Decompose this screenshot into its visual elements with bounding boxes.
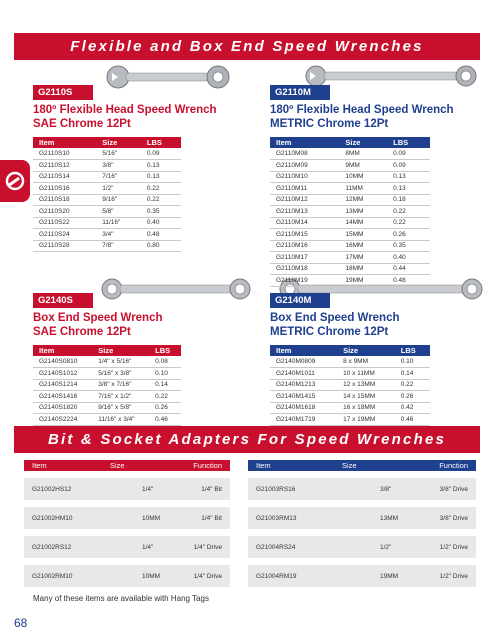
table-row [270, 356, 430, 368]
cell-size: 11/16" x 3/4" [92, 414, 149, 426]
cell-item: G21003RS16 [256, 485, 296, 493]
table-row [33, 240, 181, 252]
table-row [33, 356, 181, 368]
cell-lbs: 0.42 [395, 402, 430, 414]
spec-table [270, 137, 430, 287]
col-lbs: LBS [141, 137, 181, 148]
product-subtitle: SAE Chrome 12Pt [33, 326, 131, 338]
cell-item: G2110S24 [33, 229, 96, 241]
wrench-tab [0, 160, 30, 202]
spec-table [270, 345, 430, 426]
cell-size: 7/8" [96, 240, 141, 252]
table-row [33, 379, 181, 391]
cell-item: G2110S12 [33, 160, 96, 172]
cell-size: 9/16" [96, 194, 141, 206]
cell-lbs: 0.26 [395, 391, 430, 403]
cell-item: G21002HM10 [32, 514, 73, 522]
table-row [270, 229, 430, 241]
cell-item: G2110M13 [270, 206, 339, 218]
product-subtitle: METRIC Chrome 12Pt [270, 118, 389, 130]
section-banner-adapters: Bit & Socket Adapters For Speed Wrenches [14, 426, 480, 453]
cell-size: 10MM [339, 171, 387, 183]
cell-lbs: 0.35 [387, 240, 430, 252]
cell-size: 17MM [339, 252, 387, 264]
col-function: Function [193, 461, 222, 470]
cell-lbs: 0.48 [387, 275, 430, 287]
cell-item: G2110S14 [33, 171, 96, 183]
col-size: Size [342, 461, 357, 470]
cell-lbs: 0.13 [141, 160, 181, 172]
table-row [270, 275, 430, 287]
cell-item: G2110M10 [270, 171, 339, 183]
cell-item: G2110M18 [270, 263, 339, 275]
wrench-tab-icon [4, 170, 26, 192]
section-g2110s [33, 82, 217, 252]
product-title: 180º Flexible Head Speed Wrench [33, 104, 217, 116]
cell-lbs: 0.46 [149, 414, 181, 426]
cell-lbs: 0.10 [149, 368, 181, 380]
cell-lbs: 0.22 [141, 183, 181, 195]
cell-size: 13MM [339, 206, 387, 218]
col-item: Item [33, 137, 96, 148]
cell-item: G2110S20 [33, 206, 96, 218]
table-row [270, 183, 430, 195]
cell-size: 10 x 11MM [337, 368, 395, 380]
cell-lbs: 0.40 [141, 217, 181, 229]
cell-lbs: 0.80 [141, 240, 181, 252]
cell-item: G2110M11 [270, 183, 339, 195]
cell-item: G2140M0809 [270, 356, 337, 368]
cell-size: 1/4" [142, 543, 154, 551]
col-size: Size [110, 461, 125, 470]
table-row [270, 194, 430, 206]
table-row [270, 160, 430, 172]
adapter-row [248, 478, 476, 500]
cell-size: 3/8" [380, 485, 392, 493]
col-lbs: LBS [395, 345, 430, 356]
adapter-row [248, 507, 476, 529]
product-subtitle: SAE Chrome 12Pt [33, 118, 131, 130]
table-row [33, 160, 181, 172]
adapter-row [248, 536, 476, 558]
cell-function: 1/4" Drive [193, 572, 222, 580]
adapters-left-header [24, 460, 230, 471]
table-row [33, 414, 181, 426]
adapter-row [24, 536, 230, 558]
cell-item: G21004RM19 [256, 572, 297, 580]
hang-tag-note: Many of these items are available with Hang Tags [33, 594, 209, 603]
table-row [270, 171, 430, 183]
cell-lbs: 0.35 [141, 206, 181, 218]
cell-size: 7/16" x 1/2" [92, 391, 149, 403]
cell-function: 3/8" Drive [439, 514, 468, 522]
product-code-badge: G2110S [33, 85, 93, 100]
cell-lbs: 0.09 [387, 160, 430, 172]
cell-item: G2110M08 [270, 148, 339, 160]
cell-item: G2140M1719 [270, 414, 337, 426]
cell-item: G2110M17 [270, 252, 339, 264]
cell-lbs: 0.13 [387, 183, 430, 195]
col-item: Item [256, 461, 271, 470]
cell-size: 5/16" [96, 148, 141, 160]
section-banner-speed-wrenches: Flexible and Box End Speed Wrenches [14, 33, 480, 60]
adapters-right-header [248, 460, 476, 471]
cell-size: 14 x 15MM [337, 391, 395, 403]
cell-item: G2110S18 [33, 194, 96, 206]
cell-lbs: 0.09 [141, 148, 181, 160]
cell-item: G2110S22 [33, 217, 96, 229]
table-row [270, 217, 430, 229]
cell-size: 11MM [339, 183, 387, 195]
product-code-badge: G2140S [33, 293, 93, 308]
table-row [33, 194, 181, 206]
cell-item: G2110M16 [270, 240, 339, 252]
cell-size: 3/8" x 7/16" [92, 379, 149, 391]
adapter-row [24, 478, 230, 500]
cell-size: 1/2" [96, 183, 141, 195]
table-row [270, 414, 430, 426]
cell-item: G2140M1213 [270, 379, 337, 391]
cell-size: 9/16" x 5/8" [92, 402, 149, 414]
table-row [33, 171, 181, 183]
cell-lbs: 0.13 [141, 171, 181, 183]
table-row [33, 183, 181, 195]
cell-size: 3/4" [96, 229, 141, 241]
cell-size: 11/16" [96, 217, 141, 229]
table-row [270, 263, 430, 275]
table-row [33, 229, 181, 241]
table-row [33, 148, 181, 160]
cell-item: G21004RS24 [256, 543, 296, 551]
cell-lbs: 0.22 [141, 194, 181, 206]
cell-size: 9MM [339, 160, 387, 172]
spec-table [33, 345, 181, 426]
cell-item: G2110M14 [270, 217, 339, 229]
cell-size: 18MM [339, 263, 387, 275]
col-lbs: LBS [149, 345, 181, 356]
cell-size: 17 x 19MM [337, 414, 395, 426]
cell-lbs: 0.46 [395, 414, 430, 426]
table-row [270, 379, 430, 391]
cell-size: 16 x 18MM [337, 402, 395, 414]
cell-function: 3/8" Drive [439, 485, 468, 493]
cell-item: G2140S1416 [33, 391, 92, 403]
cell-size: 5/8" [96, 206, 141, 218]
cell-lbs: 0.48 [141, 229, 181, 241]
cell-size: 12MM [339, 194, 387, 206]
cell-size: 12 x 13MM [337, 379, 395, 391]
cell-item: G2140S1214 [33, 379, 92, 391]
cell-item: G2140S2224 [33, 414, 92, 426]
col-item: Item [32, 461, 47, 470]
cell-lbs: 0.18 [387, 194, 430, 206]
cell-size: 13MM [380, 514, 399, 522]
cell-lbs: 0.26 [387, 229, 430, 241]
table-row [270, 391, 430, 403]
cell-size: 19MM [339, 275, 387, 287]
section-g2140m [270, 290, 430, 426]
adapter-row [24, 507, 230, 529]
col-item: Item [33, 345, 92, 356]
cell-size: 15MM [339, 229, 387, 241]
col-size: Size [339, 137, 387, 148]
cell-size: 19MM [380, 572, 399, 580]
cell-lbs: 0.10 [395, 356, 430, 368]
cell-item: G2140S0810 [33, 356, 92, 368]
table-row [270, 368, 430, 380]
product-code-badge: G2110M [270, 85, 330, 100]
table-row [270, 240, 430, 252]
section-g2110m [270, 82, 454, 287]
cell-function: 1/4" Bit [201, 514, 222, 522]
col-size: Size [92, 345, 149, 356]
cell-item: G2110M15 [270, 229, 339, 241]
table-row [270, 148, 430, 160]
table-row [270, 402, 430, 414]
cell-lbs: 0.26 [149, 402, 181, 414]
cell-function: 1/2" Drive [439, 572, 468, 580]
cell-size: 1/4" [142, 485, 154, 493]
cell-item: G2140M1011 [270, 368, 337, 380]
cell-lbs: 0.40 [387, 252, 430, 264]
cell-item: G21002RM10 [32, 572, 73, 580]
cell-item: G2110M09 [270, 160, 339, 172]
cell-lbs: 0.44 [387, 263, 430, 275]
cell-function: 1/2" Drive [439, 543, 468, 551]
cell-lbs: 0.13 [387, 171, 430, 183]
page-number: 68 [14, 616, 28, 630]
product-subtitle: METRIC Chrome 12Pt [270, 326, 389, 338]
cell-function: 1/4" Drive [193, 543, 222, 551]
table-row [33, 391, 181, 403]
spec-table [33, 137, 181, 252]
cell-size: 1/2" [380, 543, 392, 551]
cell-item: G2140M1618 [270, 402, 337, 414]
col-function: Function [439, 461, 468, 470]
table-row [33, 206, 181, 218]
cell-item: G21003RM13 [256, 514, 297, 522]
col-item: Item [270, 137, 339, 148]
col-size: Size [96, 137, 141, 148]
cell-item: G21002HS12 [32, 485, 72, 493]
cell-size: 10MM [142, 514, 161, 522]
product-code-badge: G2140M [270, 293, 330, 308]
cell-item: G2110M19 [270, 275, 339, 287]
col-item: Item [270, 345, 337, 356]
cell-size: 16MM [339, 240, 387, 252]
cell-lbs: 0.22 [387, 206, 430, 218]
col-size: Size [337, 345, 395, 356]
cell-lbs: 0.14 [395, 368, 430, 380]
col-lbs: LBS [387, 137, 430, 148]
table-row [33, 368, 181, 380]
adapter-row [24, 565, 230, 587]
cell-item: G21002RS12 [32, 543, 72, 551]
cell-item: G2110M12 [270, 194, 339, 206]
cell-size: 8 x 9MM [337, 356, 395, 368]
cell-size: 10MM [142, 572, 161, 580]
table-row [33, 217, 181, 229]
cell-item: G2140S1820 [33, 402, 92, 414]
product-title: Box End Speed Wrench [270, 312, 400, 324]
cell-item: G2110S10 [33, 148, 96, 160]
cell-function: 1/4" Bit [201, 485, 222, 493]
product-title: Box End Speed Wrench [33, 312, 163, 324]
cell-size: 7/16" [96, 171, 141, 183]
table-row [33, 402, 181, 414]
cell-lbs: 0.22 [387, 217, 430, 229]
cell-size: 5/16" x 3/8" [92, 368, 149, 380]
cell-lbs: 0.22 [149, 391, 181, 403]
cell-lbs: 0.22 [395, 379, 430, 391]
cell-lbs: 0.14 [149, 379, 181, 391]
product-title: 180º Flexible Head Speed Wrench [270, 104, 454, 116]
cell-item: G2140S1012 [33, 368, 92, 380]
cell-size: 14MM [339, 217, 387, 229]
cell-item: G2110S16 [33, 183, 96, 195]
cell-size: 3/8" [96, 160, 141, 172]
cell-item: G2140M1415 [270, 391, 337, 403]
cell-size: 1/4" x 5/16" [92, 356, 149, 368]
cell-item: G2110S28 [33, 240, 96, 252]
table-row [270, 252, 430, 264]
table-row [270, 206, 430, 218]
cell-size: 8MM [339, 148, 387, 160]
section-g2140s [33, 290, 181, 426]
adapter-row [248, 565, 476, 587]
cell-lbs: 0.08 [149, 356, 181, 368]
cell-lbs: 0.09 [387, 148, 430, 160]
